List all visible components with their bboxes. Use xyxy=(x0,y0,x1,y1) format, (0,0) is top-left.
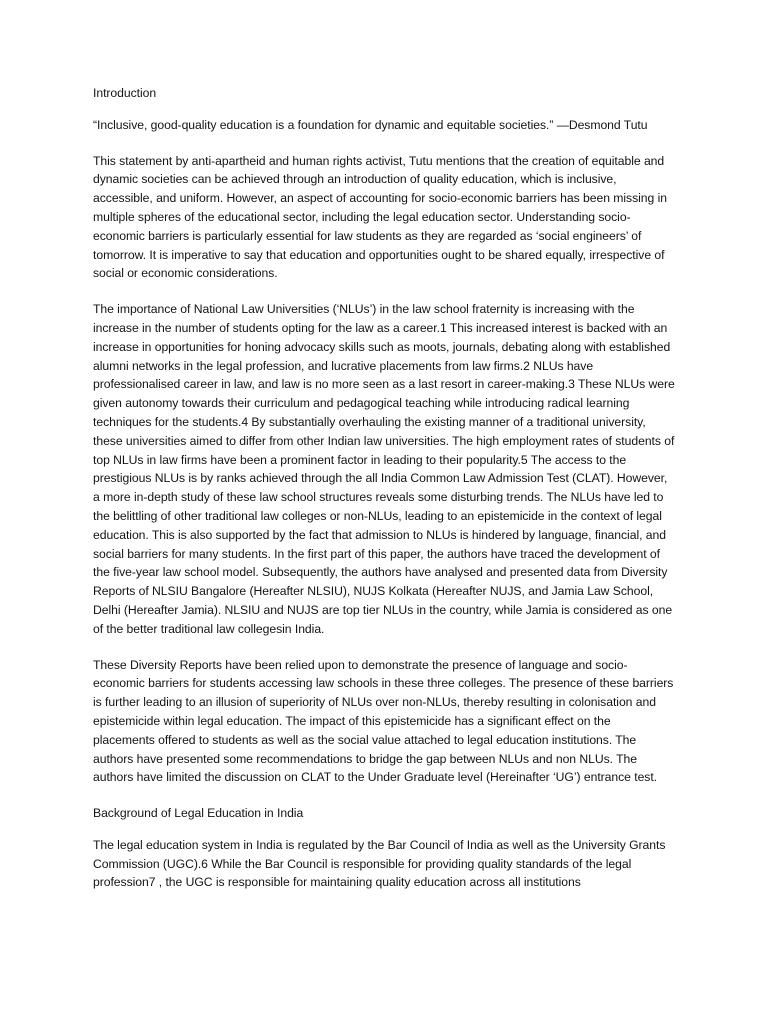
section-heading-introduction: Introduction xyxy=(93,86,157,100)
opening-quote: “Inclusive, good-quality education is a foundation for dynamic and equitable societies.” —Desmond Tutu xyxy=(93,117,648,132)
paragraph-tutu-statement: This statement by anti-apartheid and human rights activist, Tutu mentions that the creation of equitable and dynamic societies can be achieved through an introduction of quality education, which is inclusive, accessible, and uniform. However, an aspect of accounting for socio-economic barriers has been missing in multiple spheres of the educational sector, including the legal education sector. Understanding socio-economic barriers is particularly essential for law students as they are regarded as ‘social engineers’ of tomorrow. It is imperative to say that education and opportunities ought to be shared equally, irrespective of social or economic considerations. xyxy=(93,153,667,281)
paragraph-nlu-importance: The importance of National Law Universities (‘NLUs’) in the law school fraternity is increasing with the increase in the number of students opting for the law as a career.1 This increased interest is backed with an increase in opportunities for honing advocacy skills such as moots, journals, debating along with established alumni networks in the legal profession, and lucrative placements from law firms.2 NLUs have professionalised career in law, and law is no more seen as a last resort in career-making.3 These NLUs were given autonomy towards their curriculum and pedagogical teaching while introducing radical learning techniques for the students.4 By substantially overhauling the existing manner of a traditional university, these universities aimed to differ from other Indian law universities. The high employment rates of students of top NLUs in law firms have been a prominent factor in leading to their popularity.5 The access to the prestigious NLUs is by ranks achieved through the all India Common Law Admission Test (CLAT). However, a more in-depth study of these law school structures reveals some disturbing trends. The NLUs have led to the belittling of other traditional law colleges or non-NLUs, leading to an epistemicide in the context of legal education. This is also supported by the fact that admission to NLUs is hindered by language, financial, and social barriers for many students. In the first part of this paper, the authors have traced the development of the five-year law school model. Subsequently, the authors have analysed and presented data from Diversity Reports of NLSIU Bangalore (Hereafter NLSIU), NUJS Kolkata (Hereafter NUJS, and Jamia Law School, Delhi (Hereafter Jamia). NLSIU and NUJS are top tier NLUs in the country, while Jamia is considered as one of the better traditional law collegesin India. xyxy=(93,302,675,636)
paragraph-legal-education-regulation: The legal education system in India is regulated by the Bar Council of India as well as the University Grants Commission (UGC).6 While the Bar Council is responsible for providing quality standards of the legal profession7 , the UGC is responsible for maintaining quality education across all institutions xyxy=(93,837,666,890)
section-heading-background: Background of Legal Education in India xyxy=(93,806,304,821)
document-page xyxy=(93,84,675,909)
paragraph-diversity-reports: These Diversity Reports have been relied upon to demonstrate the presence of language and socio-economic barriers for students accessing law schools in these three colleges. The presence of these barriers is further leading to an illusion of superiority of NLUs over non-NLUs, thereby resulting in colonisation and epistemicide within legal education. The impact of this epistemicide has a significant effect on the placements offered to students as well as the social value attached to legal education institutions. The authors have presented some recommendations to bridge the gap between NLUs and non NLUs. The authors have limited the discussion on CLAT to the Under Graduate level (Hereinafter ‘UG’) entrance test. xyxy=(93,657,674,785)
